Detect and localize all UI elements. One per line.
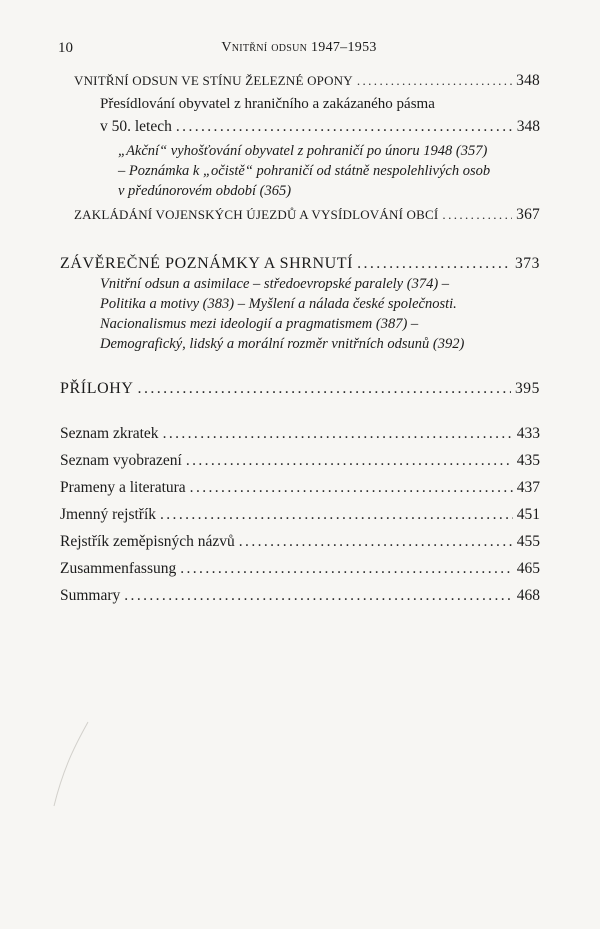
toc-entry-page: 435	[516, 452, 540, 469]
leader-dots	[176, 118, 513, 136]
toc-entry-page: 348	[516, 72, 540, 89]
toc-entry-title: ZAKLÁDÁNÍ VOJENSKÝCH ÚJEZDŮ A VYSÍDLOVÁNÍ OBCÍ	[74, 207, 439, 222]
toc-entry-appendix[interactable]	[60, 380, 540, 398]
toc-entry-title: ZÁVĚREČNÉ POZNÁMKY A SHRNUTÍ	[60, 255, 354, 272]
toc-description-line: Vnitřní odsun a asimilace – středoevropské paralely (374) –	[100, 276, 450, 292]
leader-dots	[163, 425, 513, 443]
toc-entry-title: VNITŘNÍ ODSUN VE STÍNU ŽELEZNÉ OPONY	[74, 73, 353, 88]
toc-description-line: „Akční“ vyhošťování obyvatel z pohraničí po únoru 1948 (357)	[118, 143, 488, 159]
toc-description-line: – Poznámka k „očistě“ pohraničí od státně nespolehlivých osob	[118, 163, 491, 179]
leader-dots	[180, 560, 513, 578]
toc-entry-sources[interactable]	[60, 479, 540, 497]
toc-entry-title: v 50. letech	[100, 118, 172, 135]
toc-entry-abbreviations[interactable]	[60, 425, 540, 443]
toc-description-line: v předúnorovém období (365)	[118, 183, 292, 199]
toc-description-line: Demografický, lidský a morální rozměr vnitřních odsunů (392)	[100, 336, 465, 352]
leader-dots	[160, 506, 513, 524]
leader-dots	[190, 479, 513, 497]
running-head	[58, 40, 540, 56]
leader-dots	[357, 73, 512, 89]
leader-dots	[138, 380, 511, 398]
toc-entry-summary[interactable]	[60, 587, 540, 605]
toc-entry-page: 367	[516, 206, 540, 223]
toc-subentry-title-line1: Přesídlování obyvatel z hraničního a zakázaného pásma	[100, 96, 435, 112]
toc-description-line: Politika a motivy (383) – Myšlení a nálada české společnosti.	[100, 296, 457, 312]
toc-entry-page: 468	[516, 587, 540, 604]
page-number: 10	[58, 40, 73, 56]
toc-entry-section-inner-transfer[interactable]	[74, 72, 540, 90]
toc-subentry-resettlement[interactable]	[100, 118, 540, 136]
toc-entry-page: 348	[516, 118, 540, 135]
leader-dots	[124, 587, 512, 605]
toc-entry-page: 465	[516, 560, 540, 577]
leader-dots	[186, 452, 513, 470]
toc-entry-title: Prameny a literatura	[60, 479, 186, 496]
leader-dots	[357, 255, 511, 273]
page-header	[58, 40, 540, 60]
leader-dots	[239, 533, 513, 551]
scan-mark	[50, 720, 90, 810]
toc-entry-title: Jmenný rejstřík	[60, 506, 156, 523]
toc-entry-conclusion[interactable]	[60, 255, 540, 273]
toc-entry-page: 373	[514, 255, 540, 272]
toc-entry-section-military-districts[interactable]	[74, 206, 540, 224]
running-head-text: Vnitřní odsun 1947–1953	[221, 40, 377, 55]
toc-entry-illustrations[interactable]	[60, 452, 540, 470]
toc-entry-title: Seznam zkratek	[60, 425, 159, 442]
toc-entry-page: 395	[514, 380, 540, 397]
toc-entry-place-index[interactable]	[60, 533, 540, 551]
leader-dots	[442, 207, 512, 223]
toc-description-line: Nacionalismus mezi ideologií a pragmatismem (387) –	[100, 316, 419, 332]
toc-entry-title: Summary	[60, 587, 121, 604]
toc-entry-title: Rejstřík zeměpisných názvů	[60, 533, 235, 550]
toc-entry-name-index[interactable]	[60, 506, 540, 524]
toc-entry-page: 451	[516, 506, 540, 523]
toc-entry-page: 433	[516, 425, 540, 442]
toc-entry-page: 437	[516, 479, 540, 496]
toc-entry-page: 455	[516, 533, 540, 550]
toc-entry-title: Zusammenfassung	[60, 560, 177, 577]
toc-entry-title: Seznam vyobrazení	[60, 452, 182, 469]
toc-entry-zusammenfassung[interactable]	[60, 560, 540, 578]
toc-entry-title: PŘÍLOHY	[60, 380, 134, 397]
